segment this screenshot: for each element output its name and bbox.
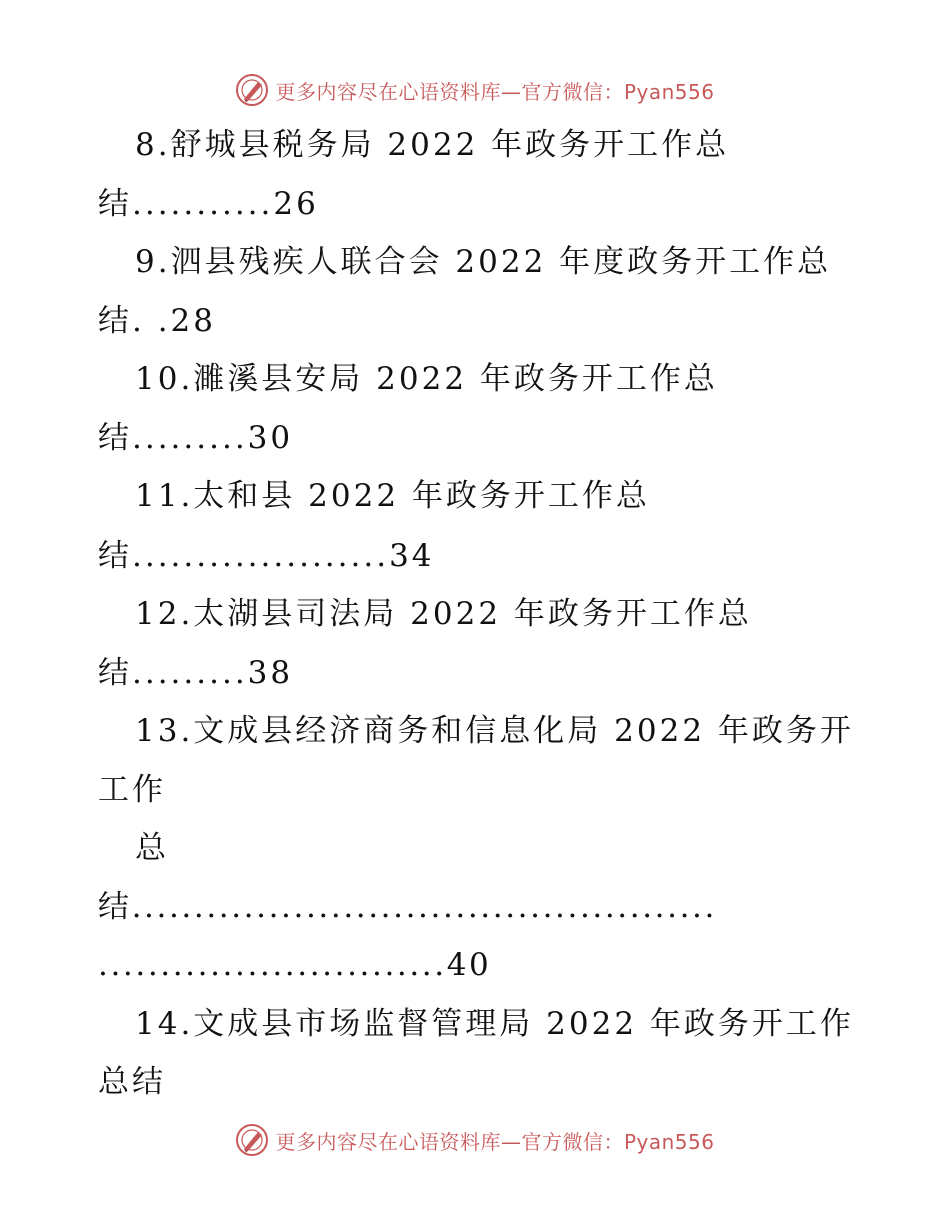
toc-entry-9-page: 结. .28 [98, 303, 217, 339]
footer-banner [0, 1120, 950, 1160]
toc-entry-11-title: 11.太和县 2022 年政务开工作总 [135, 478, 650, 514]
toc-entry-8-title: 8.舒城县税务局 2022 年政务开工作总 [135, 127, 730, 163]
banner-text: 更多内容尽在心语资料库—官方微信：Pyan556 [275, 1129, 715, 1154]
toc-entry-13-title: 13.文成县经济商务和信息化局 2022 年政务开 [135, 713, 854, 749]
toc-entry-13-title-cont: 工作 [98, 772, 166, 808]
toc-entry-12-page: 结.........38 [98, 655, 294, 691]
toc-entry-13-title-cont2: 总 [135, 830, 169, 866]
toc-entry-12-title: 12.太湖县司法局 2022 年政务开工作总 [135, 596, 752, 632]
toc-entry-13-page-dots: 结............................................... [98, 889, 717, 925]
toc-entry-14-title-cont: 总结 [98, 1064, 166, 1100]
toc-entry-10-title: 10.濉溪县安局 2022 年政务开工作总 [135, 361, 718, 397]
toc-entry-11-page: 结....................34 [98, 538, 435, 574]
toc-entry-10-page: 结.........30 [98, 420, 294, 456]
header-banner [0, 70, 950, 110]
pen-logo-icon [235, 73, 269, 107]
toc-entry-14-title: 14.文成县市场监督管理局 2022 年政务开工作 [135, 1006, 854, 1042]
pen-logo-icon [235, 1123, 269, 1157]
toc-entry-9-title: 9.泗县残疾人联合会 2022 年度政务开工作总 [135, 244, 832, 280]
toc-entry-8-page: 结...........26 [98, 186, 319, 222]
banner-text: 更多内容尽在心语资料库—官方微信：Pyan556 [275, 79, 715, 104]
toc-entry-13-page: ............................40 [98, 947, 492, 983]
